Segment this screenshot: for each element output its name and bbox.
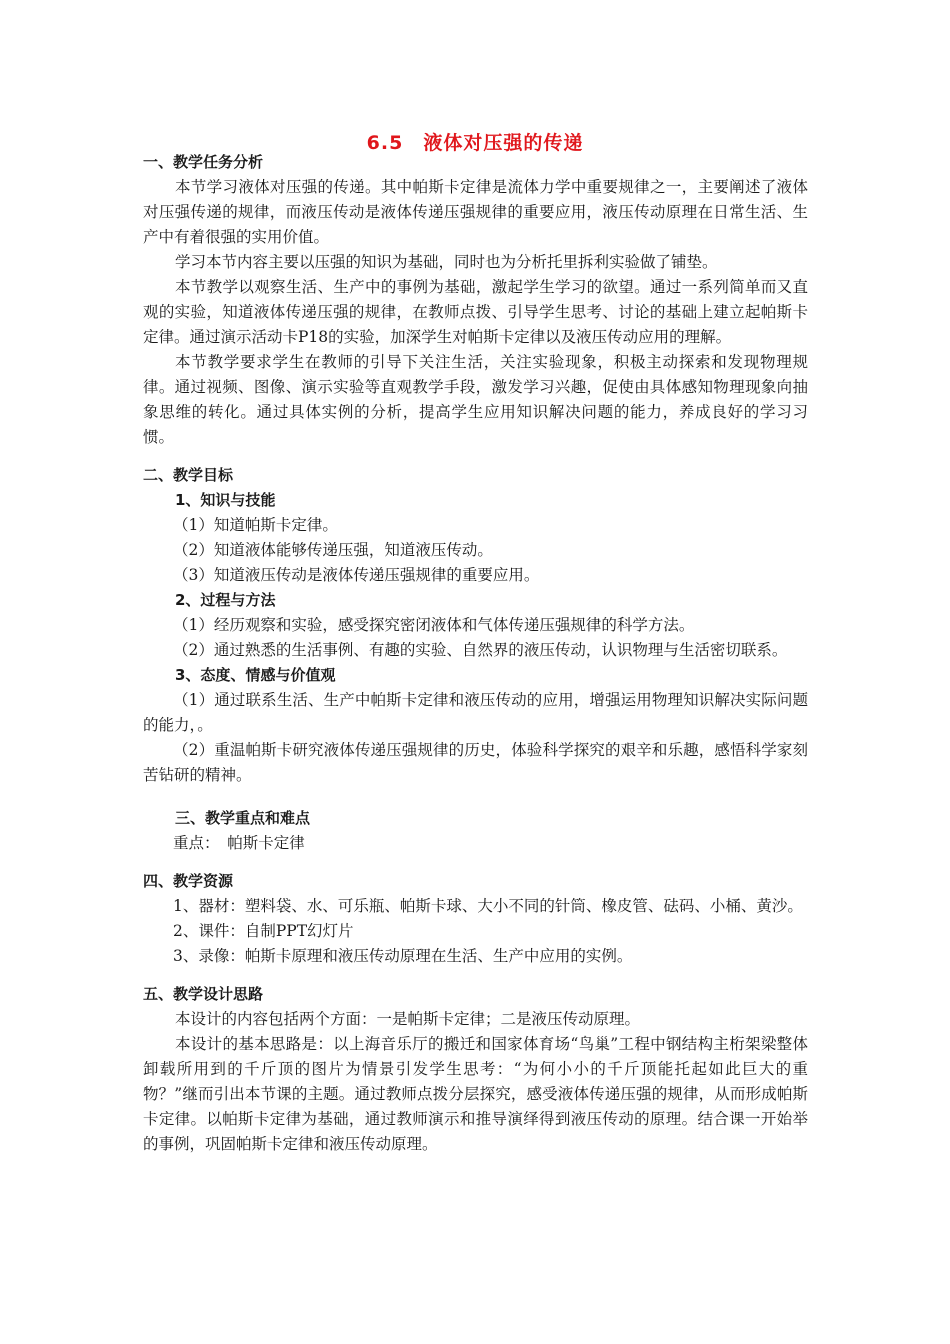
list-item: （2）重温帕斯卡研究液体传递压强规律的历史，体验科学探究的艰辛和乐趣，感悟科学家刻苦钻研的精神。: [143, 741, 808, 784]
list-item: （2）通过熟悉的生活事例、有趣的实验、自然界的液压传动，认识物理与生活密切联系。: [173, 641, 788, 659]
list-item: （2）知道液体能够传递压强，知道液压传动。: [173, 541, 493, 559]
paragraph: 本节学习液体对压强的传递。其中帕斯卡定律是流体力学中重要规律之一，主要阐述了液体对压强传递的规律，而液压传动是液体传递压强规律的重要应用，液压传动原理在日常生活、生产中有着很强的实用价值。: [143, 178, 808, 246]
paragraph: 本节教学以观察生活、生产中的事例为基础，激起学生学习的欲望。通过一系列简单而又直观的实验，知道液体传递压强的规律，在教师点拨、引导学生思考、讨论的基础上建立起帕斯卡定律。通过演示活动卡P18的实验，加深学生对帕斯卡定律以及液压传动应用的理解。: [143, 278, 808, 346]
subsection-heading-attitude: 3、态度、情感与价值观: [175, 666, 336, 684]
paragraph: 本设计的基本思路是：以上海音乐厅的搬迁和国家体育场“鸟巢”工程中钢结构主桁架梁整体卸载所用到的千斤顶的图片为情景引发学生思考：“为何小小的千斤顶能托起如此巨大的重物？”继而引出本节课的主题。通过教师点拨分层探究，感受液体传递压强的规律，从而形成帕斯卡定律。以帕斯卡定律为基础，通过教师演示和推导演绎得到液压传动的原理。结合课一开始举的事例，巩固帕斯卡定律和液压传动原理。: [143, 1035, 808, 1153]
list-item: 2、课件：自制PPT幻灯片: [173, 922, 354, 940]
section-heading-design: 五、教学设计思路: [143, 985, 264, 1003]
paragraph: 本节教学要求学生在教师的引导下关注生活，关注实验现象，积极主动探索和发现物理规律。通过视频、图像、演示实验等直观教学手段，激发学习兴趣，促使由具体感知物理现象向抽象思维的转化。通过具体实例的分析，提高学生应用知识解决问题的能力，养成良好的学习习惯。: [143, 353, 808, 446]
key-point: 重点： 帕斯卡定律: [173, 834, 305, 852]
list-item: 3、录像：帕斯卡原理和液压传动原理在生活、生产中应用的实例。: [173, 947, 633, 965]
section-heading-task-analysis: 一、教学任务分析: [143, 153, 264, 171]
paragraph: 学习本节内容主要以压强的知识为基础，同时也为分析托里拆利实验做了铺垫。: [175, 253, 718, 271]
list-item: （3）知道液压传动是液体传递压强规律的重要应用。: [173, 566, 540, 584]
section-heading-objectives: 二、教学目标: [143, 466, 234, 484]
list-item: （1）经历观察和实验，感受探究密闭液体和气体传递压强规律的科学方法。: [173, 616, 695, 634]
document-body: [143, 150, 808, 1157]
section-heading-resources: 四、教学资源: [143, 872, 234, 890]
list-item: （1）知道帕斯卡定律。: [173, 516, 338, 534]
list-item: 1、器材：塑料袋、水、可乐瓶、帕斯卡球、大小不同的针筒、橡皮管、砝码、小桶、黄沙。: [173, 897, 803, 915]
subsection-heading-knowledge: 1、知识与技能: [175, 491, 276, 509]
paragraph: 本设计的内容包括两个方面：一是帕斯卡定律；二是液压传动原理。: [175, 1010, 641, 1028]
section-heading-key-points: 三、教学重点和难点: [175, 809, 311, 827]
subsection-heading-process: 2、过程与方法: [175, 591, 276, 609]
list-item: （1）通过联系生活、生产中帕斯卡定律和液压传动的应用，增强运用物理知识解决实际问题的能力，。: [143, 691, 808, 734]
document-title: 6.5 液体对压强的传递: [366, 132, 584, 154]
